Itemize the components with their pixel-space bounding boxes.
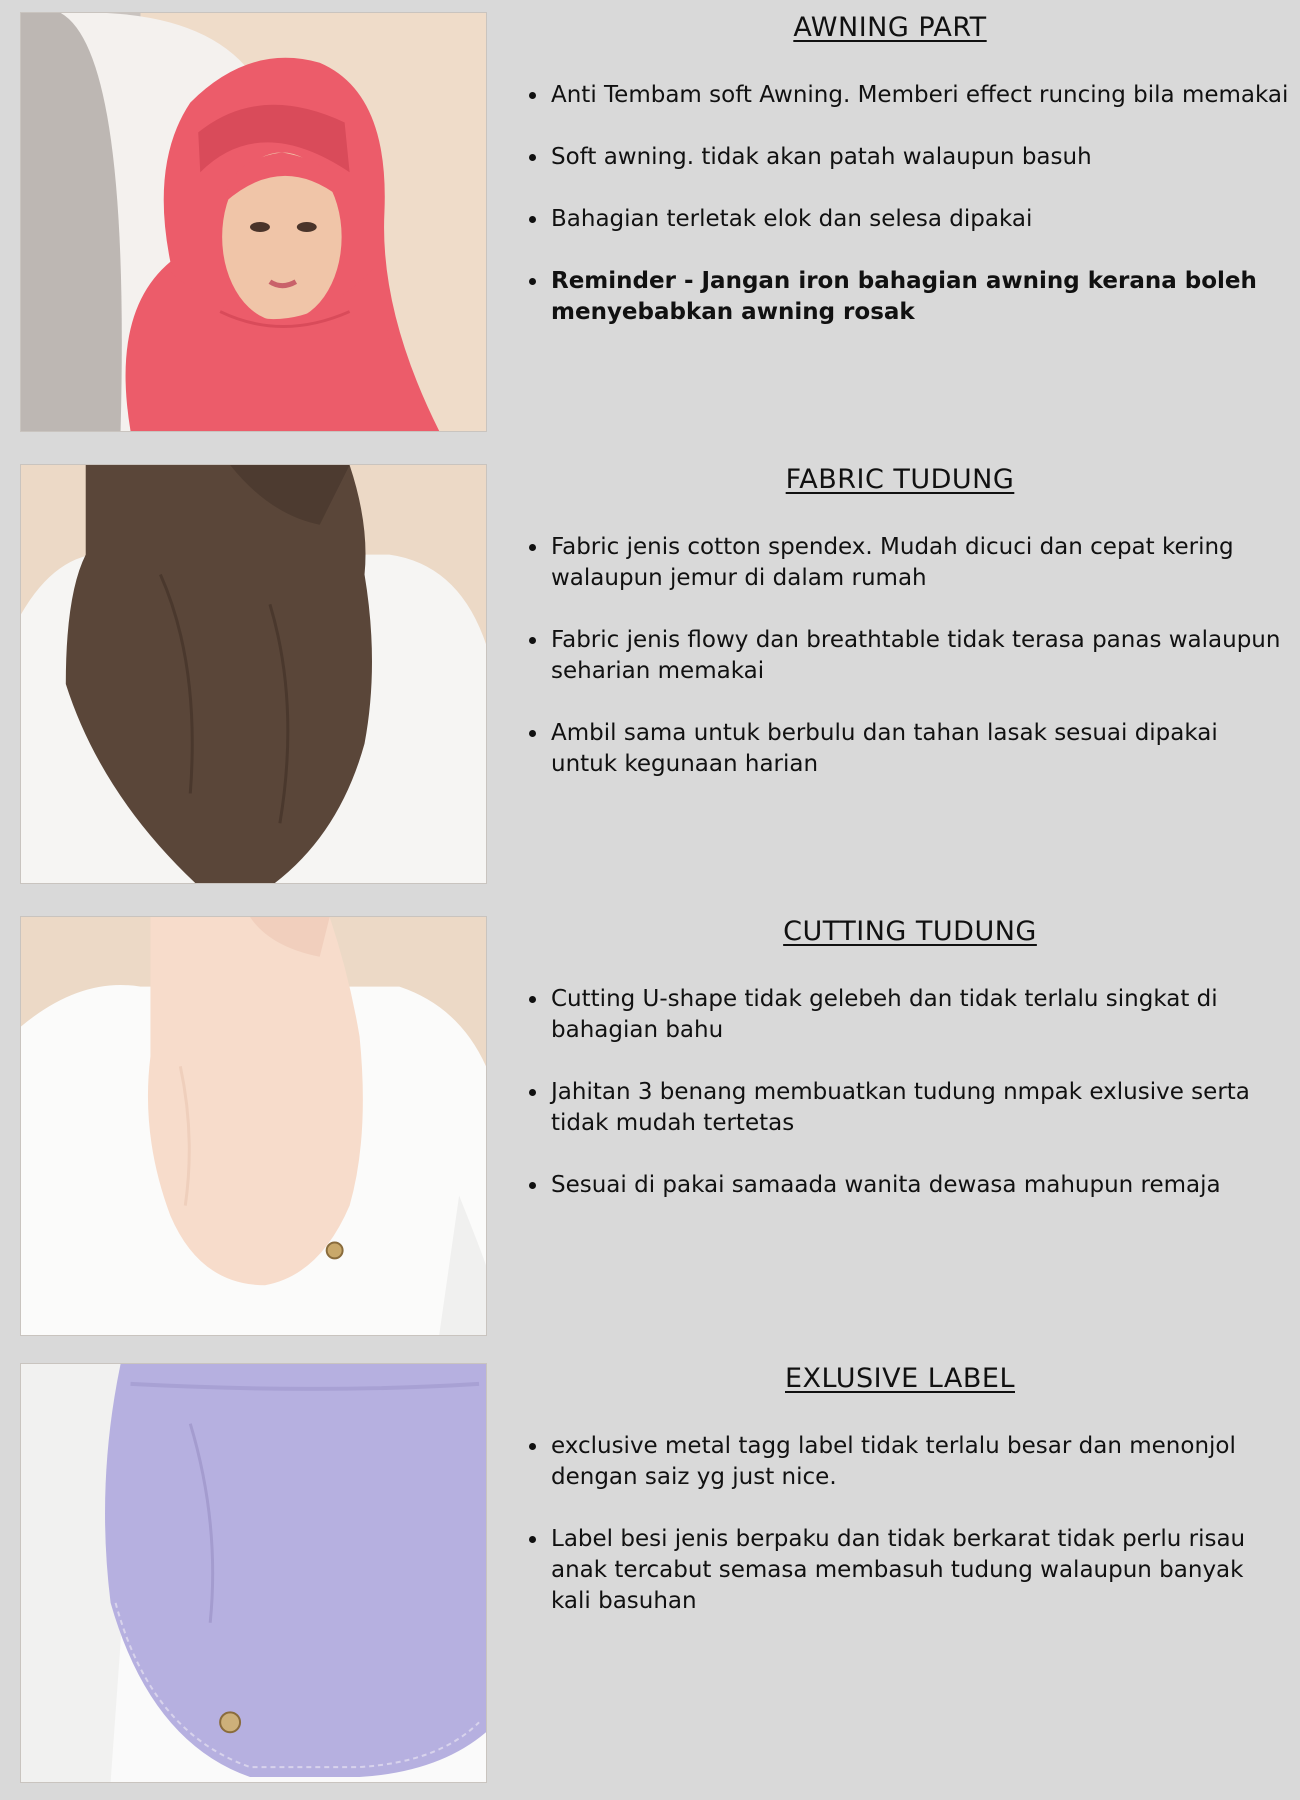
exlusive-label-photo xyxy=(20,1363,487,1783)
bullet-item: • exclusive metal tagg label tidak terlalu besar dan menonjol dengan saiz yg just nice. xyxy=(549,1431,1289,1493)
reminder-bullet: • Reminder - Jangan iron bahagian awning kerana boleh menyebabkan awning rosak xyxy=(549,266,1289,328)
section-title: CUTTING TUDUNG xyxy=(783,916,1037,947)
cutting-tudung-photo xyxy=(20,916,487,1336)
bullet-item: • Anti Tembam soft Awning. Memberi effect runcing bila memakai xyxy=(549,80,1289,111)
bullet-item: • Sesuai di pakai samaada wanita dewasa mahupun remaja xyxy=(549,1170,1289,1201)
bullet-item: • Ambil sama untuk berbulu dan tahan lasak sesuai dipakai untuk kegunaan harian xyxy=(549,718,1289,780)
section-title: FABRIC TUDUNG xyxy=(785,464,1015,495)
bullet-list xyxy=(525,80,1289,359)
bullet-list xyxy=(525,532,1289,811)
awning-part-photo xyxy=(20,12,487,432)
fabric-tudung-photo xyxy=(20,464,487,884)
section-cutting-tudung xyxy=(0,916,1300,1336)
bullet-list xyxy=(525,1431,1289,1648)
section-title: EXLUSIVE LABEL xyxy=(785,1363,1015,1394)
bullet-item: • Bahagian terletak elok dan selesa dipakai xyxy=(549,204,1289,235)
section-title: AWNING PART xyxy=(793,12,987,43)
bullet-item: • Fabric jenis cotton spendex. Mudah dicuci dan cepat kering walaupun jemur di dalam rumah xyxy=(549,532,1289,594)
bullet-item: • Cutting U-shape tidak gelebeh dan tidak terlalu singkat di bahagian bahu xyxy=(549,984,1289,1046)
bullet-item: • Jahitan 3 benang membuatkan tudung nmpak exlusive serta tidak mudah tertetas xyxy=(549,1077,1289,1139)
bullet-list xyxy=(525,984,1289,1232)
section-awning-part xyxy=(0,12,1300,432)
section-fabric-tudung xyxy=(0,464,1300,884)
bullet-item: • Fabric jenis flowy dan breathtable tidak terasa panas walaupun seharian memakai xyxy=(549,625,1289,687)
bullet-item: • Soft awning. tidak akan patah walaupun basuh xyxy=(549,142,1289,173)
section-exlusive-label xyxy=(0,1363,1300,1783)
bullet-item: • Label besi jenis berpaku dan tidak berkarat tidak perlu risau anak tercabut semasa membasuh tudung walaupun banyak kali basuhan xyxy=(549,1524,1289,1617)
